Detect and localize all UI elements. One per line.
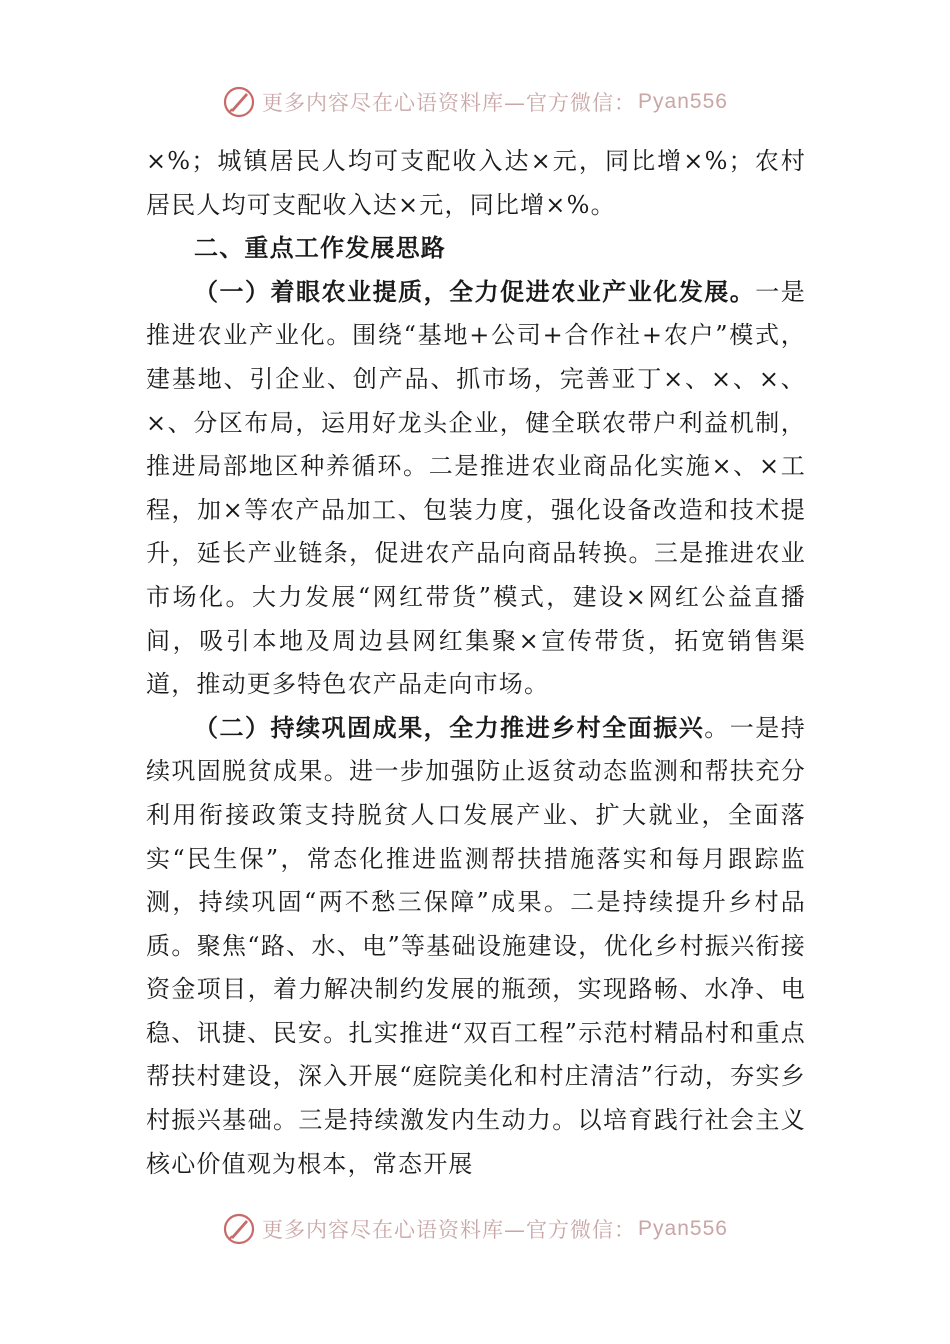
- watermark-banner-top: [0, 82, 950, 122]
- document-body: [146, 140, 806, 1186]
- item-1-text: 一是推进农业产业化。围绕“基地+公司+合作社+农户”模式，建基地、引企业、创产品、抓市场，完善亚丁×、×、×、×、分区布局，运用好龙头企业，健全联农带户利益机制，推进局部地区种养循环。二是推进农业商品化实施×、×工程，加×等农产品加工、包装力度，强化设备改造和技术提升，延长产业链条，促进农产品向商品转换。三是推进农业市场化。大力发展“网红带货”模式，建设×网红公益直播间，吸引本地及周边县网红集聚×宣传带货，拓宽销售渠道，推动更多特色农产品走向市场。: [146, 277, 806, 699]
- watermark-text: 更多内容尽在心语资料库—官方微信：: [262, 1218, 637, 1242]
- paragraph-item-2: [146, 707, 806, 1187]
- quill-circle-logo-icon: [222, 85, 256, 119]
- item-2-heading: （二）持续巩固成果，全力推进乡村全面振兴: [194, 713, 705, 742]
- item-1-heading: （一）着眼农业提质，全力促进农业产业化发展。: [194, 277, 756, 306]
- item-2-text: 。一是持续巩固脱贫成果。进一步加强防止返贫动态监测和帮扶充分利用衔接政策支持脱贫人口发展产业、扩大就业，全面落实“民生保”，常态化推进监测帮扶措施落实和每月跟踪监测，持续巩固“两不愁三保障”成果。二是持续提升乡村品质。聚焦“路、水、电”等基础设施建设，优化乡村振兴衔接资金项目，着力解决制约发展的瓶颈，实现路畅、水净、电稳、讯捷、民安。扎实推进“双百工程”示范村精品村和重点帮扶村建设，深入开展“庭院美化和村庄清洁”行动，夯实乡村振兴基础。三是持续激发内生动力。以培育践行社会主义核心价值观为根本，常态开展: [146, 713, 806, 1178]
- watermark-banner-bottom: [0, 1209, 950, 1249]
- watermark-text: 更多内容尽在心语资料库—官方微信：: [262, 91, 637, 115]
- paragraph-item-1: [146, 271, 806, 707]
- wechat-id: Pyan556: [638, 1217, 728, 1240]
- quill-circle-logo-icon: [222, 1212, 256, 1246]
- paragraph-income: ×%；城镇居民人均可支配收入达×元，同比增×%；农村居民人均可支配收入达×元，同比增×%。: [146, 147, 806, 219]
- wechat-id: Pyan556: [638, 90, 728, 113]
- section-heading-2: 二、重点工作发展思路: [194, 234, 446, 263]
